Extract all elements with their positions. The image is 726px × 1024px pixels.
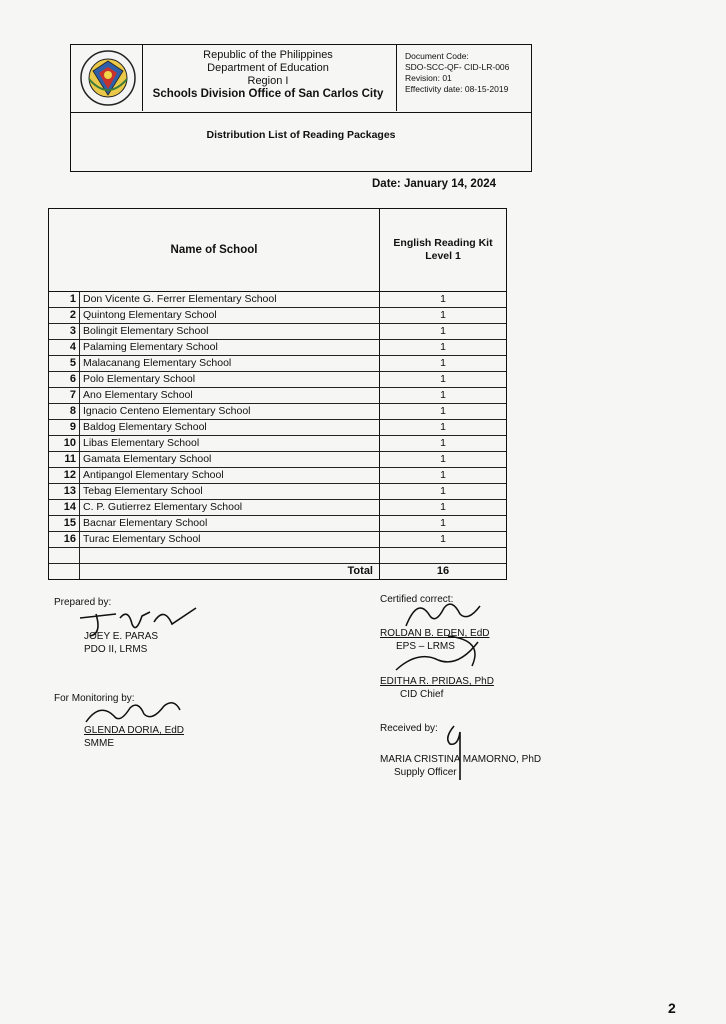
row-school-name: Polo Elementary School <box>80 372 380 387</box>
row-quantity: 1 <box>440 405 446 417</box>
table-row <box>49 532 506 548</box>
table-row <box>49 420 506 436</box>
row-number: 6 <box>49 372 80 387</box>
row-school-name: C. P. Gutierrez Elementary School <box>80 500 380 515</box>
table-row <box>49 436 506 452</box>
region-line: Region I <box>247 75 289 87</box>
monitoring-title: SMME <box>84 738 114 749</box>
chief-signature <box>388 630 498 676</box>
total-number-cell <box>49 563 80 579</box>
row-quantity: 1 <box>440 517 446 529</box>
row-quantity: 1 <box>440 421 446 433</box>
row-number: 15 <box>49 516 80 531</box>
row-number-empty <box>49 548 80 563</box>
row-quantity: 1 <box>440 309 446 321</box>
chief-signatory <box>380 675 494 701</box>
row-school-name: Gamata Elementary School <box>80 452 380 467</box>
table-row <box>49 340 506 356</box>
row-quantity: 1 <box>440 373 446 385</box>
row-number: 2 <box>49 308 80 323</box>
prepared-name: JOEY E. PARAS <box>84 631 159 642</box>
row-school-name: Don Vicente G. Ferrer Elementary School <box>80 292 380 307</box>
chief-name: EDITHA R. PRIDAS, PhD <box>380 676 494 687</box>
certified-signature <box>400 592 500 632</box>
document-code-cell <box>396 45 532 111</box>
received-title: Supply Officer <box>394 767 457 778</box>
row-quantity: 1 <box>440 453 446 465</box>
row-quantity: 1 <box>440 485 446 497</box>
row-school-name: Malacanang Elementary School <box>80 356 380 371</box>
row-quantity: 1 <box>440 325 446 337</box>
header-reading-kit <box>380 209 506 292</box>
row-quantity: 1 <box>440 437 446 449</box>
row-school-name: Ignacio Centeno Elementary School <box>80 404 380 419</box>
row-number: 13 <box>49 484 80 499</box>
document-date: Date: January 14, 2024 <box>372 178 497 190</box>
row-school-name: Turac Elementary School <box>80 532 380 547</box>
effectivity-label: Effectivity date: 08-15-2019 <box>405 84 509 94</box>
row-school-name: Antipangol Elementary School <box>80 468 380 483</box>
row-school-empty <box>80 548 380 563</box>
table-row <box>49 500 506 516</box>
row-number: 11 <box>49 452 80 467</box>
document-header <box>70 44 532 172</box>
row-number: 7 <box>49 388 80 403</box>
header-kit-line1: English Reading Kit <box>393 237 493 249</box>
row-number: 14 <box>49 500 80 515</box>
received-name: MARIA CRISTINA MAMORNO, PhD <box>380 754 542 765</box>
row-school-name: Bolingit Elementary School <box>80 324 380 339</box>
total-value: 16 <box>436 565 450 577</box>
row-school-name: Palaming Elementary School <box>80 340 380 355</box>
row-school-name: Tebag Elementary School <box>80 484 380 499</box>
row-quantity: 1 <box>440 293 446 305</box>
row-quantity: 1 <box>440 357 446 369</box>
row-school-name: Bacnar Elementary School <box>80 516 380 531</box>
prepared-caption: Prepared by: <box>54 597 112 608</box>
table-row <box>49 292 506 308</box>
monitoring-name: GLENDA DORIA, EdD <box>84 725 185 736</box>
monitoring-signature <box>80 694 190 728</box>
row-number: 16 <box>49 532 80 547</box>
chief-title: CID Chief <box>400 689 444 700</box>
logo-cell <box>71 45 143 111</box>
revision-label: Revision: 01 <box>405 73 452 83</box>
office-line: Schools Division Office of San Carlos City <box>152 88 384 100</box>
table-row <box>49 484 506 500</box>
page-number: 2 <box>668 1000 676 1016</box>
received-block <box>380 722 438 735</box>
certified-title: EPS – LRMS <box>396 641 455 652</box>
header-top-row <box>71 45 531 113</box>
table-row <box>49 308 506 324</box>
republic-line: Republic of the Philippines <box>203 49 333 61</box>
table-row <box>49 452 506 468</box>
row-school-name: Libas Elementary School <box>80 436 380 451</box>
monitoring-signatory <box>84 724 184 750</box>
header-kit-line2: Level 1 <box>425 250 461 262</box>
row-quantity: 1 <box>440 469 446 481</box>
table-row <box>49 388 506 404</box>
table-row-empty <box>49 548 506 564</box>
received-signatory <box>380 753 541 779</box>
row-quantity: 1 <box>440 501 446 513</box>
agency-block <box>143 49 393 101</box>
row-school-name: Quintong Elementary School <box>80 308 380 323</box>
certified-caption: Certified correct: <box>380 594 454 605</box>
row-quantity: 1 <box>440 389 446 401</box>
certified-name: ROLDAN B. EDEN, EdD <box>380 628 490 639</box>
doc-code-value: SDO-SCC-QF- CID-LR-006 <box>405 62 510 72</box>
row-number: 9 <box>49 420 80 435</box>
prepared-signatory <box>84 630 158 656</box>
header-school-name: Name of School <box>49 209 380 292</box>
division-seal-logo <box>79 49 137 107</box>
total-label: Total <box>80 563 380 579</box>
row-school-name: Ano Elementary School <box>80 388 380 403</box>
department-line: Department of Education <box>207 62 329 74</box>
table-row <box>49 516 506 532</box>
row-number: 8 <box>49 404 80 419</box>
row-number: 3 <box>49 324 80 339</box>
received-caption: Received by: <box>380 723 438 734</box>
row-quantity: 1 <box>440 533 446 545</box>
row-qty-empty <box>380 548 506 563</box>
row-number: 5 <box>49 356 80 371</box>
row-number: 10 <box>49 436 80 451</box>
table-row <box>49 356 506 372</box>
table-row <box>49 324 506 340</box>
total-row <box>49 563 506 579</box>
row-number: 4 <box>49 340 80 355</box>
table-row <box>49 468 506 484</box>
row-school-name: Baldog Elementary School <box>80 420 380 435</box>
prepared-title: PDO II, LRMS <box>84 644 148 655</box>
table-row <box>49 372 506 388</box>
distribution-table <box>48 208 507 580</box>
document-title: Distribution List of Reading Packages <box>206 129 396 141</box>
row-number: 12 <box>49 468 80 483</box>
doc-code-label: Document Code: <box>405 51 469 61</box>
monitoring-caption: For Monitoring by: <box>54 693 135 704</box>
row-quantity: 1 <box>440 341 446 353</box>
table-row <box>49 404 506 420</box>
row-number: 1 <box>49 292 80 307</box>
